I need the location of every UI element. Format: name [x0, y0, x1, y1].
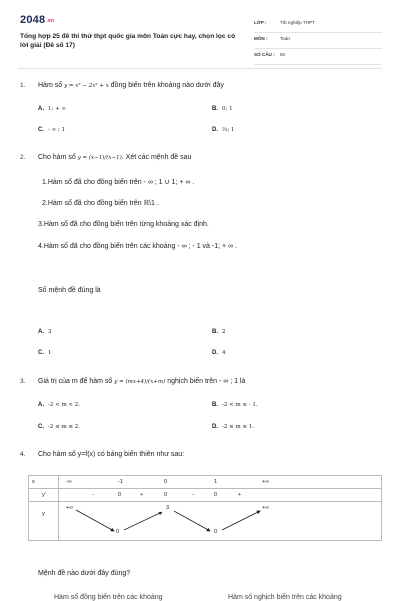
document-title: Tổng hợp 25 đề thi thử thpt quốc gia môn Toán cực hay, chọn lọc có lời giải (Đề số 17) [20, 33, 236, 49]
meta-value: 50 [280, 52, 286, 57]
decrease-arrow [76, 510, 114, 531]
option-d[interactable]: D. ⅓; 1 [212, 127, 235, 133]
option-a[interactable]: A. -2 < m < 2. [38, 402, 81, 408]
option-b[interactable]: B. -2 < m ≤ - 1. [212, 402, 258, 408]
meta-value: Toán [280, 36, 290, 41]
page-header [20, 14, 382, 62]
x-value: 0 [164, 479, 168, 485]
option-d[interactable]: D. -2 ≤ m ≤ 1. [212, 424, 255, 430]
option-c[interactable]: C. -2 ≤ m ≤ 2. [38, 424, 81, 430]
question-text: Cho hàm số y=f(x) có bảng biến thiên như sau: [38, 451, 185, 458]
formula: y = (mx+4)/(x+m) [114, 379, 166, 385]
sign: 0 [118, 492, 122, 498]
y-value: +∞ [66, 505, 74, 511]
meta-label: MÔN : [254, 36, 268, 41]
option-a[interactable]: A. 3 [38, 329, 52, 335]
option-b[interactable]: B. 0; 1 [212, 106, 233, 112]
sign: - [192, 492, 194, 498]
decrease-arrow [174, 511, 210, 531]
meta-label: LỚP : [254, 20, 267, 25]
sign: 0 [214, 492, 218, 498]
option-b[interactable]: B. 2 [212, 329, 226, 335]
site-logo[interactable]: $2048^{.vn}$ [20, 14, 55, 26]
increase-arrow [124, 512, 162, 530]
x-value: +∞ [262, 479, 270, 485]
x-value: 1 [214, 479, 218, 485]
question-number: 2. [20, 154, 26, 161]
statement-4: 4.Hàm số đã cho đồng biến trên các khoảng - ∞ ; - 1 và -1; + ∞ . [38, 243, 237, 250]
question-prompt: Mệnh đề nào dưới đây đúng? [38, 570, 131, 577]
statement-3: 3.Hàm số đã cho đồng biến trên từng khoảng xác định. [38, 221, 209, 228]
row-label-yprime: y' [42, 492, 46, 498]
question-number: 1. [20, 82, 26, 89]
option-c[interactable]: C. - ∞ ; 1 [38, 127, 66, 133]
option-a-partial[interactable]: Hàm số đồng biến trên các khoảng [54, 594, 163, 601]
row-label-y: y [42, 511, 45, 517]
option-a[interactable]: A. 1; + ∞ [38, 106, 67, 112]
statement-2: 2.Hàm số đã cho đồng biến trên ℝ\1 . [42, 200, 159, 207]
question-prompt: Số mệnh đề đúng là [38, 287, 101, 294]
meta-label: SỐ CÂU : [254, 52, 275, 57]
question-number: 4. [20, 451, 26, 458]
question-number: 3. [20, 378, 26, 385]
question-text: Cho hàm số y = (x−1)/(x−1). Xét các mệnh đề sau [38, 154, 192, 161]
option-b-partial[interactable]: Hàm số nghịch biến trên các khoảng [228, 594, 342, 601]
y-value: 3 [166, 505, 170, 511]
x-value: -∞ [66, 479, 72, 485]
option-c[interactable]: C. 1 [38, 350, 52, 356]
option-d[interactable]: D. 4 [212, 350, 226, 356]
sign: - [92, 492, 94, 498]
statement-1: 1.Hàm số đã cho đồng biến trên - ∞ ; 1 ∪ 1; + ∞ . [42, 179, 195, 186]
variation-arrows [28, 475, 382, 541]
y-value: 0 [214, 529, 218, 535]
meta-info [254, 18, 382, 66]
meta-value: Tốt nghiệp THPT [280, 20, 315, 25]
sign: + [238, 492, 242, 498]
question-text: Hàm số y = x³ − 2x² + x đồng biến trên khoảng nào dưới đây [38, 82, 224, 89]
y-value: 0 [116, 529, 120, 535]
variation-table [28, 475, 382, 541]
y-value: +∞ [262, 505, 270, 511]
formula: y = x³ − 2x² + x [64, 83, 109, 89]
question-text: Giá trị của m để hàm số y = (mx+4)/(x+m) nghịch biến trên - ∞ ; 1 là [38, 378, 246, 385]
formula: y = (x−1)/(x−1) [77, 155, 122, 161]
row-label-x: x [32, 479, 35, 485]
header-divider [18, 68, 382, 69]
increase-arrow [222, 511, 260, 530]
sign: 0 [164, 492, 168, 498]
sign: + [140, 492, 144, 498]
x-value: -1 [118, 479, 123, 485]
